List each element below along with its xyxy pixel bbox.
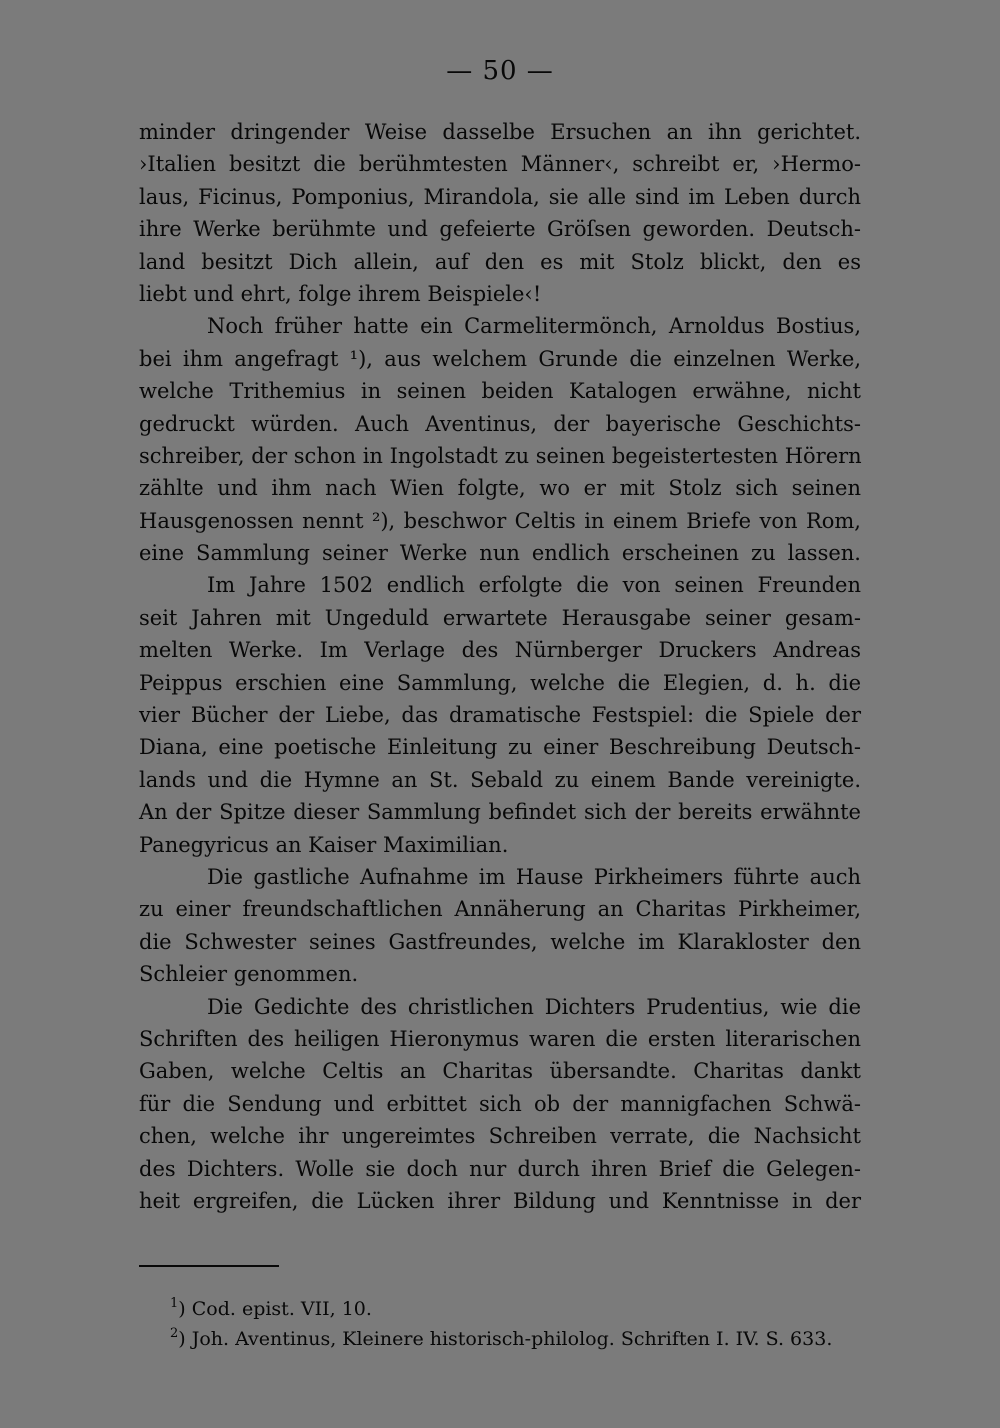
text-line: vier Bücher der Liebe, das dramatische Festspiel: die Spiele der [139,703,861,728]
footnote [170,1324,870,1354]
text-line: schreiber, der schon in Ingolstadt zu seinen begeistertesten Hörern [139,443,862,468]
text-line: die Schwester seines Gastfreundes, welche im Klarakloster den [139,929,861,954]
footnotes [170,1294,870,1354]
text-line: minder dringender Weise dasselbe Ersuchen an ihn gerichtet. [139,120,861,144]
text-line: Hausgenossen nennt ²), beschwor Celtis in einem Briefe von Rom, [139,508,861,533]
text-line: Im Jahre 1502 endlich erfolgte die von seinen Freunden [207,573,861,598]
footnote-marker: 2 [170,1326,179,1341]
text-line: lands und die Hymne an St. Sebald zu einem Bande vereinigte. [139,767,861,792]
text-line: chen, welche ihr ungereimtes Schreiben verrate, die Nachsicht [139,1124,861,1149]
footnote-text: ) Cod. epist. VII, 10. [178,1298,372,1320]
text-line: welche Trithemius in seinen beiden Katalogen erwähne, nicht [139,379,861,404]
text-line: Noch früher hatte ein Carmelitermönch, Arnoldus Bostius, [207,314,861,339]
footnote-marker: 1 [170,1296,179,1311]
text-line: Schleier genommen. [139,962,359,987]
text-line: Schriften des heiligen Hieronymus waren die ersten literarischen [139,1026,861,1051]
text-line: eine Sammlung seiner Werke nun endlich erscheinen zu lassen. [139,541,861,566]
text-line: Panegyricus an Kaiser Maximilian. [139,832,509,857]
text-line: Diana, eine poetische Einleitung zu einer Beschreibung Deutsch- [139,735,861,760]
text-line: für die Sendung und erbittet sich ob der mannigfachen Schwä- [139,1091,861,1116]
text-line: heit ergreifen, die Lücken ihrer Bildung und Kenntnisse in der [139,1188,861,1213]
text-line: ›Italien besitzt die berühmtesten Männer‹, schreibt er, ›Hermo- [139,152,861,177]
footnote-divider [139,1265,279,1267]
text-line: zu einer freundschaftlichen Annäherung an Charitas Pirkheimer, [139,897,861,922]
page-number: — 50 — [446,56,554,86]
text-line: Peippus erschien eine Sammlung, welche die Elegien, d. h. die [139,670,861,695]
text-line: Gaben, welche Celtis an Charitas übersandte. Charitas dankt [139,1059,861,1084]
footnote-text: ) Joh. Aventinus, Kleinere historisch-philolog. Schriften I. IV. S. 633. [178,1328,833,1350]
text-line: land besitzt Dich allein, auf den es mit Stolz blickt, den es [139,249,861,274]
text-line: zählte und ihm nach Wien folgte, wo er mit Stolz sich seinen [139,476,861,501]
text-line: seit Jahren mit Ungeduld erwartete Herausgabe seiner gesam- [139,605,861,630]
text-line: bei ihm angefragt ¹), aus welchem Grunde die einzelnen Werke, [139,346,861,371]
text-line: An der Spitze dieser Sammlung befindet sich der bereits erwähnte [139,800,861,825]
text-line: des Dichters. Wolle sie doch nur durch ihren Brief die Gelegen- [139,1156,861,1181]
text-line: gedruckt würden. Auch Aventinus, der bayerische Geschichts- [139,411,861,436]
text-line: ihre Werke berühmte und gefeierte Gröſsen geworden. Deutsch- [139,217,861,242]
footnote [170,1294,870,1324]
body-text [139,116,861,1217]
text-line: liebt und ehrt, folge ihrem Beispiele‹! [139,281,542,306]
text-line: Die Gedichte des christlichen Dichters Prudentius, wie die [207,994,861,1019]
text-line: melten Werke. Im Verlage des Nürnberger Druckers Andreas [139,638,861,663]
text-line: laus, Ficinus, Pomponius, Mirandola, sie alle sind im Leben durch [139,184,861,209]
text-line: Die gastliche Aufnahme im Hause Pirkheimers führte auch [207,864,861,889]
